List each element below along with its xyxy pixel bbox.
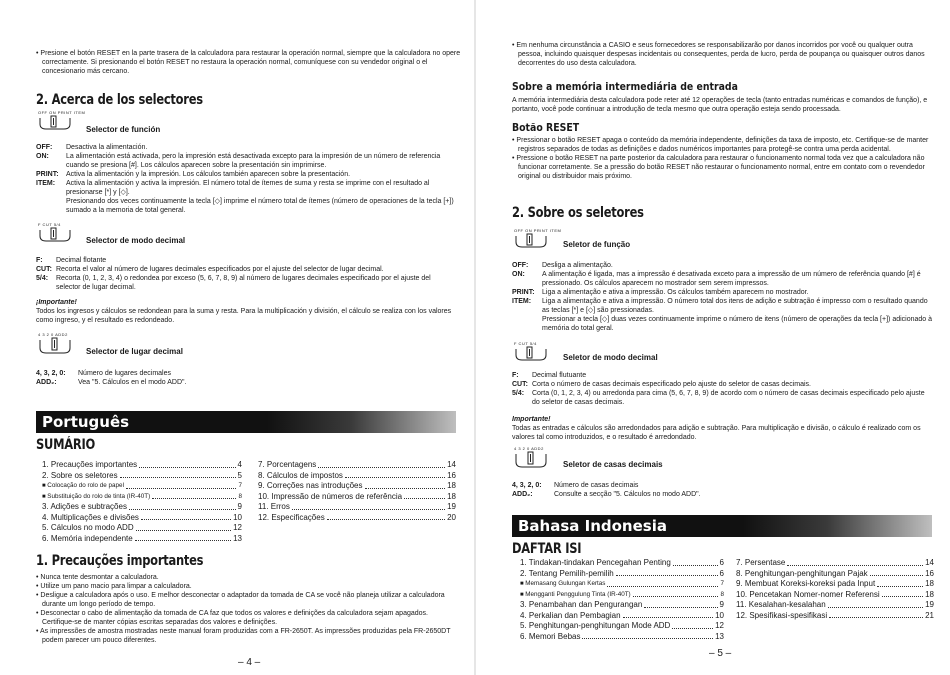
toc-item [520,600,724,611]
toc-page: 8 [720,590,724,598]
term-key: ON: [512,271,525,278]
toc-title: 7. Persentase [736,558,786,567]
term-key: CUT: [36,266,52,273]
term-value: Decimal flutuante [532,372,587,379]
important-title: ¡Importante! [36,299,77,306]
toc-item [736,600,934,611]
decimal-place-switch-label: Selector de lugar decimal [86,347,183,356]
toc-item [42,471,242,482]
bullet-item: • Desligue a calculadora após o uso. E melhor desconectar o adaptador da tomada de CA se você não planeja utilizar a calculadora durante um longo período de tempo. [36,592,445,608]
term-row [36,274,456,292]
decimal-place-switch-terms-pt [512,481,932,499]
term-row [512,490,932,499]
toc-item [520,558,724,569]
toc-item [258,471,456,482]
toc-title: 7. Porcentagens [258,460,317,469]
term-key: 5/4: [36,275,49,282]
toc-title: 8. Cálculos de impostos [258,470,343,480]
toc-item [520,621,724,632]
toc-page: 4 [237,460,242,469]
toc-page: 5 [237,470,242,480]
term-row [36,179,456,197]
toc-item [736,558,934,569]
toc-item [42,502,242,513]
term-key: 4, 3, 2, 0: [36,370,66,377]
term-key [36,197,66,215]
toc-title: 1. Tindakan-tindakan Pencegahan Penting [520,558,671,567]
decimal-mode-switch-terms [36,256,456,292]
toc-page: 14 [447,460,456,469]
right-page [476,0,950,675]
toc-leader [404,492,445,500]
toc-page: 8 [238,492,242,500]
term-row [36,143,456,152]
toc-title: 8. Penghitungan-penghitungan Pajak [736,568,868,578]
toc-item [42,534,242,545]
toc-item [520,569,724,580]
section-title-seletores: 2. Sobre os seletores [512,205,644,221]
reset-note: • Presione el botón RESET en la parte trasera de la calculadora para restaurar la operación normal, siempre que la calculadora no opere correctamente. Si presionando el botón RESET no restaura la operación normal, comuníquese con su vendedor original o el concesionario más cercano. [36,50,461,75]
toc-page: 18 [447,491,456,501]
toc-title: 6. Memória independente [42,533,133,543]
toc-leader [135,534,231,542]
toc-page: 9 [237,502,242,511]
toc-leader [644,600,717,608]
toc-title: 3. Adições e subtrações [42,502,127,511]
daftar-isi-title: DAFTAR ISI [512,541,582,557]
term-row [36,152,456,170]
term-value: Liga a alimentação e ativa a impressão. O número total dos itens de adição e subtração é impresso com o resultado quando as teclas [*] e [◇] são pressionadas. [542,298,928,314]
bullet-item: • Pressionar o botão RESET apaga o conteúdo da memória independente, definições da taxa de imposto, etc. Certifique-se de manter registros separados de todas as definições e dados numéricos importantes para protegê-se contra uma perda acidental. [512,137,929,153]
function-switch-icon-pt: OFF ON PRINT ITEM [514,228,561,254]
toc-leader [152,492,236,500]
toc-leader [828,600,923,608]
decimal-mode-switch-terms-pt [512,371,932,407]
toc-page: 19 [925,600,934,609]
toc-item [258,513,456,524]
bullet-item: • Desconectar o cabo de alimentação da tomada de CA faz que todos os valores e definições da calculadora sejam apagados. Certifique-se de manter cópias escritas separadas dos valores e definições. [36,610,428,626]
decimal-mode-switch-icon-pt: F CUT 5/4 [514,341,548,367]
term-row [512,261,932,270]
term-value: Liga a alimentação e ativa a impressão. Os cálculos também aparecem no mostrador. [542,289,809,296]
toc-leader [672,621,713,629]
toc-page: 6 [719,568,724,578]
term-key: PRINT: [36,171,59,178]
decimal-mode-switch-label: Selector de modo decimal [86,236,186,245]
toc-page: 7 [238,482,242,489]
toc-title: 5. Cálculos no modo ADD [42,523,134,532]
toc-item [736,590,934,601]
toc-item [736,569,934,580]
toc-item [42,460,242,471]
toc-title: 12. Especificações [258,512,325,522]
toc-leader [141,513,231,521]
toc-leader [136,523,231,531]
toc-page: 16 [925,568,934,578]
toc-title: 11. Erros [258,502,290,511]
bullet-item: • Utilize um pano macio para limpar a calculadora. [36,583,192,590]
toc-leader [633,590,719,598]
term-value: Presionando dos veces continuamente la tecla [◇] imprime el número total de ítemes (número de operaciones de la tecla [+]) sumado a la memoria de total general. [66,198,454,214]
term-key: OFF: [36,144,53,151]
decimal-mode-switch-icon: F CUT 5/4 [38,222,72,248]
toc-page: 12 [715,621,724,630]
toc-leader [877,579,923,587]
toc-leader [292,502,445,510]
term-key: F: [512,372,519,379]
toc-item [520,590,724,601]
term-value: Consulte a secção "5. Cálculos no modo ADD". [554,491,701,498]
term-value: Recorta (0, 1, 2, 3, 4) o redondea por exceso (5, 6, 7, 8, 9) al número de lugares decimales especificado por el ajuste del selector de lugar decimal. [56,275,431,291]
toc-item [520,632,724,643]
toc-leader [607,579,718,587]
term-key: ITEM: [36,180,56,187]
toc-page: 12 [233,523,242,532]
toc-item [258,460,456,471]
toc-leader [673,558,718,566]
toc-page: 13 [233,533,242,543]
toc-page: 19 [447,502,456,511]
toc-leader [870,569,923,577]
toc-right-column [258,460,456,523]
toc-item [520,611,724,622]
function-switch-terms [36,143,456,215]
term-row [512,481,932,490]
toc-right-column-id [736,558,934,621]
toc-item [736,579,934,590]
toc-page: 10 [715,610,724,620]
toc-title: 9. Membuat Koreksi-koreksi pada Input [736,579,876,588]
toc-page: 18 [447,481,456,490]
toc-page: 18 [925,579,934,588]
term-value: A alimentação é ligada, mas a impressão é desativada exceto para a impressão de um número de referência quando [#] é pressionado. Os cálculos aparecem no mostrador sem serem impressos. [542,271,921,287]
term-value: Corta o número de casas decimais especificado pelo ajuste do seletor de casas decimais. [532,381,811,388]
toc-item [258,481,456,492]
term-row [36,170,456,179]
toc-leader [829,611,923,619]
toc-title: ■ Memasang Gulungan Kertas [520,579,605,590]
decimal-place-switch-icon-pt: 4 3 2 0 ADD2 [514,446,548,474]
term-key: ON: [36,153,49,160]
toc-title: ■ Colocação do rolo de papel [42,481,124,492]
toc-page: 18 [925,589,934,599]
term-row [512,315,932,333]
term-row [512,389,932,407]
toc-item [520,579,724,590]
term-value: Corta (0, 1, 2, 3, 4) ou arredonda para cima (5, 6, 7, 8, 9) de acordo com o número de casas decimais especificado pelo ajuste do seletor de casas decimais. [532,390,925,406]
toc-page: 9 [719,600,724,609]
toc-title: 4. Multiplicações e divisões [42,512,139,522]
term-value: La alimentación está activada, pero la impresión está desactivada excepto para la impresión de un número de referencia cuando se presiona [#]. Los cálculos aparecen sobre la presentación sin imprimirse. [66,153,441,169]
toc-page: 6 [719,558,724,567]
decimal-place-switch-terms [36,369,456,387]
function-switch-terms-pt [512,261,932,333]
page-number-left: – 4 – [238,657,261,668]
important-text: Todos los ingresos y cálculos se redondean para la suma y resta. Para la multiplicación y división, el cálculo se realiza con los valores como ingreso, y el resultado es redondeado. [36,308,452,324]
casio-note: • Em nenhuma circunstância a CASIO e seus fornecedores se responsabilizarão por danos incorridos por você ou qualquer outra pessoa, incluindo quaisquer despesas incidentais ou consequentes, perda de lucro, perda de poupança ou quaisquer outros danos decorrentes do uso desta calculadora. [512,42,925,67]
toc-page: 10 [233,512,242,522]
toc-leader [129,502,236,510]
sumario-title: SUMÁRIO [36,437,96,453]
important-text-pt: Todas as entradas e cálculos são arredondados para adição e subtração. Para multiplicação e divisão, o cálculo é realizado com os valores tal como introduzidos, e o resultado é arredondado. [512,425,921,441]
term-row [36,197,456,215]
toc-leader [345,471,445,479]
toc-title: 6. Memori Bebas [520,631,581,641]
function-switch-icon: OFF ON PRINT ITEM [38,110,85,136]
toc-item [258,502,456,513]
toc-item [736,611,934,622]
term-key: ITEM: [512,298,532,305]
toc-title: ■ Substituição do rolo de tinta (IR-40T) [42,492,150,503]
term-value: Desactiva la alimentación. [66,144,148,151]
term-row [512,270,932,288]
toc-page: 16 [447,470,456,480]
function-switch-label: Selector de función [86,125,161,134]
toc-page: 20 [447,512,456,522]
toc-item [42,481,242,492]
toc-item [258,492,456,503]
portugues-banner: Português [36,411,456,433]
term-row [512,380,932,389]
decimal-mode-switch-label-pt: Seletor de modo decimal [563,353,658,362]
term-key: 5/4: [512,390,525,397]
memory-text: A memória intermediária desta calculadora pode reter até 12 operações de tecla (tanto entradas numéricas e comandos de função), e portanto, você pode continuar a introdução de tecla mesmo que outra operação esteja sendo processada. [512,97,928,113]
toc-leader [139,460,235,468]
term-value: Vea "5. Cálculos en el modo ADD". [78,379,187,386]
toc-item [42,492,242,503]
term-row [36,265,456,274]
page-number-right: – 5 – [709,648,732,659]
toc-leader [787,558,923,566]
term-value: Número de casas decimais [554,482,639,489]
term-key: F: [36,257,43,264]
term-value: Número de lugares decimales [78,370,171,377]
toc-page: 21 [925,610,934,620]
term-value: Desliga a alimentação. [542,262,613,269]
toc-leader [882,590,923,598]
toc-left-column [42,460,242,544]
term-key: ADD₂: [36,379,57,386]
bullet-item: • Pressione o botão RESET na parte posterior da calculadora para restaurar o funcionamento normal toda vez que a calculadora não funcionar corretamente. Se a pressão do botão RESET não restaurar o funcionamento normal, entre em contato com o revendedor original ou distribuidor mais próximo. [512,155,925,180]
term-value: Activa la alimentación y activa la impresión. El número total de ítemes de suma y resta se imprime con el resultado al presionarse [*] y [◇]. [66,180,430,196]
toc-title: 4. Perkalian dan Pembagian [520,610,621,620]
toc-title: 1. Precauções importantes [42,460,138,469]
toc-title: 2. Tentang Pemilih-pemilih [520,568,614,578]
toc-title: 12. Spesifikasi-spesifikasi [736,610,828,620]
toc-page: 7 [720,580,724,587]
term-row [36,369,456,378]
memory-title: Sobre a memória intermediária de entrada [512,80,738,93]
term-row [36,256,456,265]
toc-title: 9. Correções nas introduções [258,481,363,490]
toc-title: ■ Mengganti Penggulung Tinta (IR-40T) [520,590,631,601]
toc-title: 10. Pencetakan Nomer-nomer Referensi [736,589,880,599]
toc-item [42,523,242,534]
toc-page: 14 [925,558,934,567]
term-row [512,297,932,315]
term-key: 4, 3, 2, 0: [512,482,542,489]
term-row [36,378,456,387]
section-title-selectors: 2. Acerca de los selectores [36,92,203,108]
term-value: Activa la alimentación y la impresión. Los cálculos también aparecen sobre la presentación. [66,171,351,178]
toc-leader [623,611,714,619]
reset-title: Botão RESET [512,121,580,134]
toc-leader [327,513,445,521]
toc-title: 11. Kesalahan-kesalahan [736,600,826,609]
toc-leader [582,632,713,640]
term-key [512,315,542,333]
function-switch-label-pt: Seletor de função [563,240,631,249]
important-title-pt: Importante! [512,416,551,423]
toc-leader [616,569,718,577]
term-key: CUT: [512,381,528,388]
bullet-item: • As impressões de amostra mostradas neste manual foram produzidas com a FR-2650T. As impressões produzidas pela FR-2650DT podem parecer um pouco diferentes. [36,628,451,644]
term-value: Decimal flotante [56,257,107,264]
precautions-list [36,573,456,645]
toc-left-column-id [520,558,724,642]
reset-bullets [512,136,932,181]
toc-item [42,513,242,524]
term-key: OFF: [512,262,529,269]
toc-title: 5. Penghitungan-penghitungan Mode ADD [520,621,671,630]
section-title-precautions: 1. Precauções importantes [36,553,204,569]
toc-page: 13 [715,631,724,641]
decimal-place-switch-icon: 4 3 2 0 ADD2 [38,332,72,360]
toc-title: 3. Penambahan dan Pengurangan [520,600,643,609]
bahasa-indonesia-banner: Bahasa Indonesia [512,515,932,537]
term-row [512,371,932,380]
toc-leader [120,471,236,479]
term-value: Recorta el valor al número de lugares decimales especificados por el ajuste del selector de lugar decimal. [56,266,384,273]
decimal-place-switch-label-pt: Seletor de casas decimais [563,460,663,469]
term-key: ADD₂: [512,491,533,498]
bullet-item: • Nunca tente desmontar a calculadora. [36,574,159,581]
toc-title: 10. Impressão de números de referência [258,491,403,501]
term-key: PRINT: [512,289,535,296]
toc-leader [126,481,237,489]
toc-title: 2. Sobre os seletores [42,470,118,480]
toc-leader [318,460,445,468]
term-row [512,288,932,297]
term-value: Pressionar a tecla [◇] duas vezes continuamente imprime o número de itens (número de operações da tecla [+]) adicionado à memória do total geral. [542,316,933,332]
toc-leader [365,481,446,489]
